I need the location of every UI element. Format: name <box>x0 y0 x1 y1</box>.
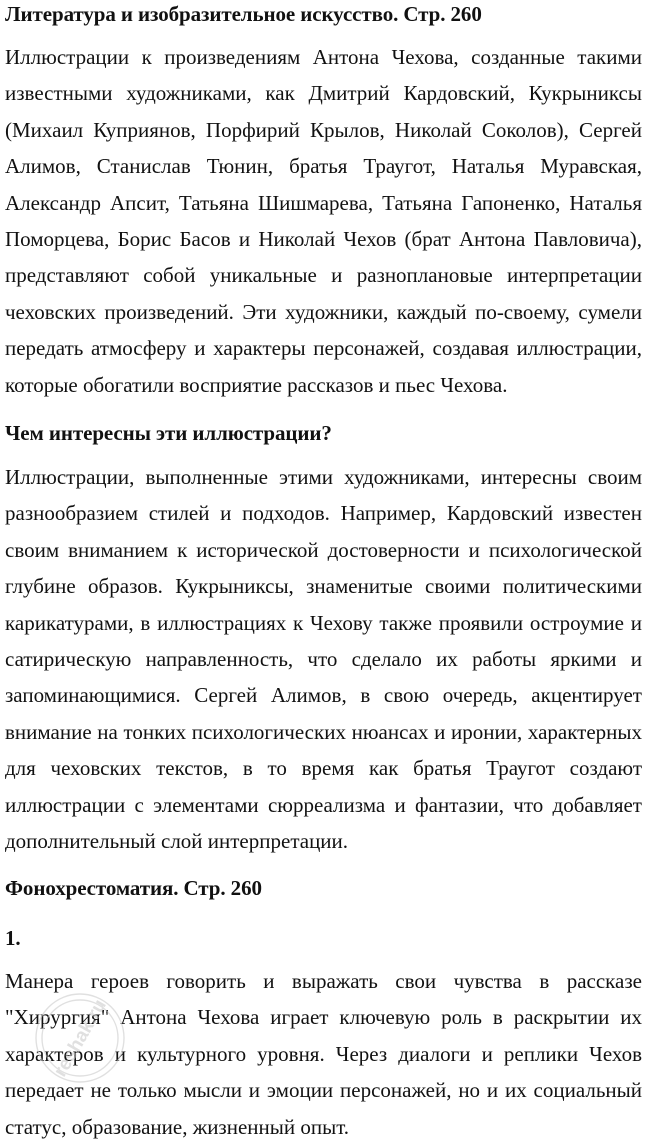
svg-text:reshak.ru: reshak.ru <box>49 995 111 1081</box>
phono-heading: Фонохрестоматия. Стр. 260 <box>5 876 262 900</box>
item-number: 1. <box>5 926 21 950</box>
phono-paragraph: Манера героев говорить и выражать свои чувства в рассказе "Хирургия" Антона Чехова играет ключевую роль в раскрытии их характеров и культурного уровня. Через диалоги и реплики Чехов передает не только мысли и эмоции персонажей, но и их социальный статус, образование, жизненный опыт. <box>5 969 642 1139</box>
question-paragraph: Иллюстрации, выполненные этими художниками, интересны своим разнообразием стилей и подходов. Например, Кардовский известен своим вниманием к исторической достоверности и психологической глубине образов. Кукрыниксы, знаменитые своими политическими карикатурами, в иллюстрациях к Чехову также проявили остроумие и сатирическую направленность, что сделало их работы яркими и запоминающимися. Сергей Алимов, в свою очередь, акцентирует внимание на тонких психологических нюансах и иронии, характерных для чеховских текстов, в то время как братья Траугот создают иллюстрации с элементами сюрреализма и фантазии, что добавляет дополнительный слой интерпретации. <box>5 465 642 854</box>
literature-heading: Литература и изобразительное искусство. Стр. 260 <box>5 2 482 26</box>
question-heading: Чем интересны эти иллюстрации? <box>5 421 332 445</box>
literature-paragraph: Иллюстрации к произведениям Антона Чехова, созданные такими известными художниками, как Дмитрий Кардовский, Кукрыниксы (Михаил Куприянов, Порфирий Крылов, Николай Соколов), Сергей Алимов, Станислав Тюнин, братья Траугот, Наталья Муравская, Александр Апсит, Татьяна Шишмарева, Татьяна Гапоненко, Наталья Поморцева, Борис Басов и Николай Чехов (брат Антона Павловича), представляют собой уникальные и разноплановые интерпретации чеховских произведений. Эти художники, каждый по-своему, сумели передать атмосферу и характеры персонажей, создавая иллюстрации, которые обогатили восприятие рассказов и пьес Чехова. <box>5 45 642 397</box>
